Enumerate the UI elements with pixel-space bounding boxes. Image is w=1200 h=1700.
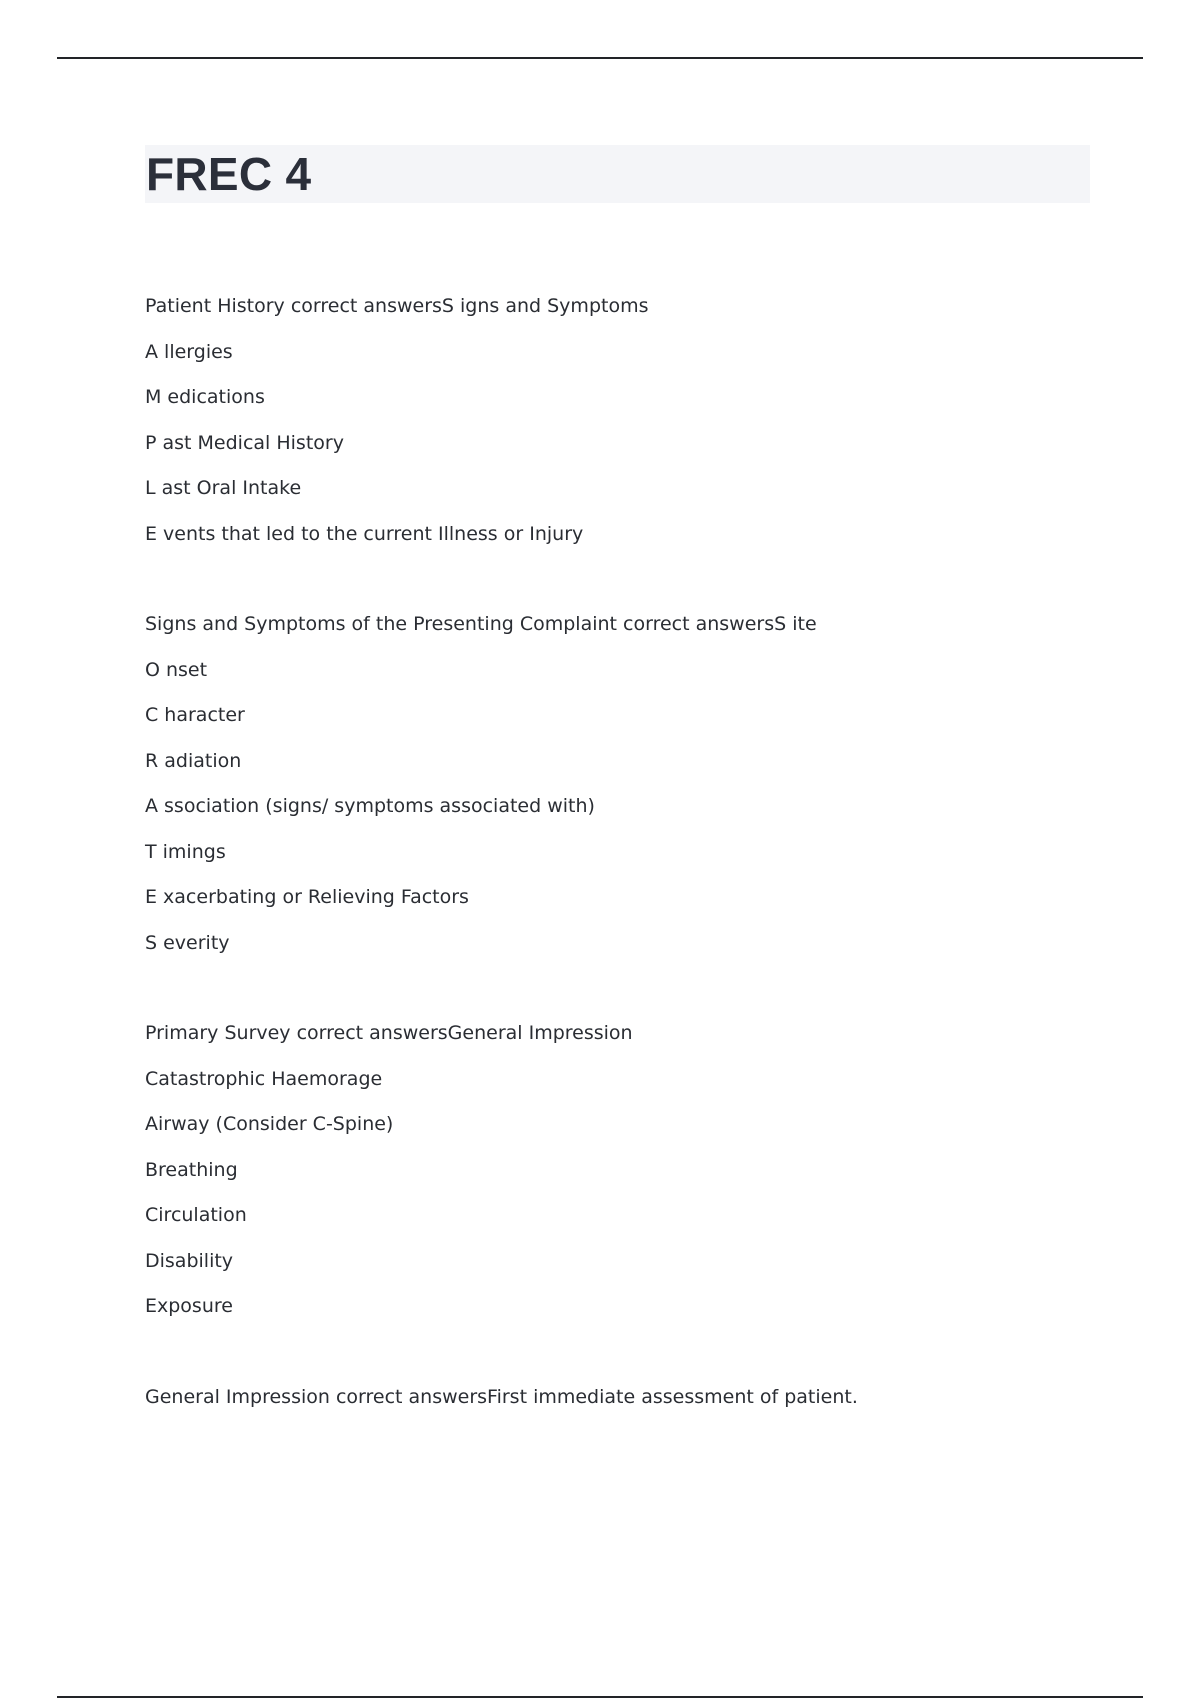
top-divider bbox=[57, 57, 1143, 59]
text-line: A ssociation (signs/ symptoms associated with) bbox=[145, 795, 595, 817]
document-body bbox=[145, 292, 1105, 1473]
text-line: Disability bbox=[145, 1249, 234, 1272]
text-line: P ast Medical History bbox=[145, 431, 344, 454]
text-line: R adiation bbox=[145, 749, 242, 772]
text-line: C haracter bbox=[145, 704, 245, 726]
text-line: Exposure bbox=[145, 1295, 233, 1317]
text-line: S everity bbox=[145, 931, 230, 954]
text-line: E vents that led to the current Illness or Injury bbox=[145, 522, 584, 545]
section-patient-history bbox=[145, 292, 1105, 565]
text-line: Breathing bbox=[145, 1158, 238, 1181]
text-line: T imings bbox=[145, 840, 226, 863]
text-line: Patient History correct answersS igns and Symptoms bbox=[145, 295, 649, 317]
section-signs-symptoms bbox=[145, 610, 1105, 974]
bottom-divider bbox=[57, 1696, 1143, 1698]
text-line: Primary Survey correct answersGeneral Impression bbox=[145, 1022, 633, 1044]
text-line: General Impression correct answersFirst immediate assessment of patient. bbox=[145, 1385, 858, 1408]
page-title: FREC 4 bbox=[146, 148, 312, 200]
text-line: L ast Oral Intake bbox=[145, 477, 302, 499]
text-line: Airway (Consider C-Spine) bbox=[145, 1113, 394, 1135]
text-line: O nset bbox=[145, 658, 208, 681]
section-primary-survey bbox=[145, 1019, 1105, 1338]
text-line: Signs and Symptoms of the Presenting Complaint correct answersS ite bbox=[145, 613, 817, 635]
text-line: M edications bbox=[145, 386, 265, 408]
text-line: A llergies bbox=[145, 340, 233, 363]
text-line: Catastrophic Haemorage bbox=[145, 1067, 383, 1090]
text-line: Circulation bbox=[145, 1204, 247, 1226]
section-general-impression bbox=[145, 1383, 1105, 1429]
text-line: E xacerbating or Relieving Factors bbox=[145, 886, 469, 908]
